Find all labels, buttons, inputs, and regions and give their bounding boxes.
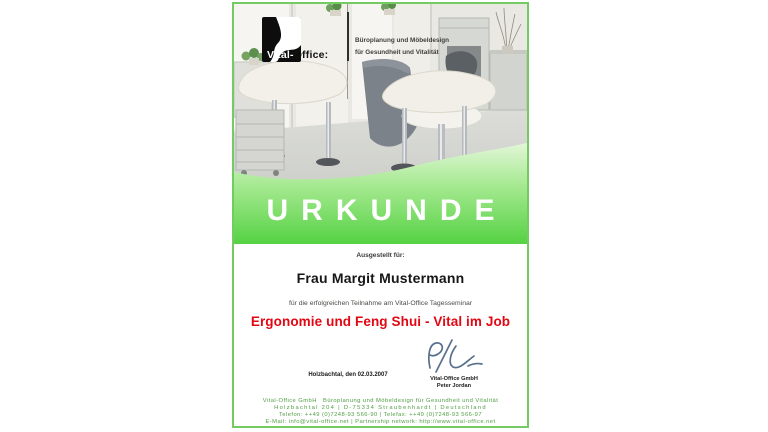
header-divider: [347, 12, 349, 61]
issued-for-label: Ausgestellt für:: [356, 252, 405, 259]
tagline-line-2: für Gesundheit und Vitalität: [355, 48, 439, 56]
certificate: [232, 2, 529, 428]
brand-prefix: Vital-: [267, 49, 294, 61]
brand-wordmark: [267, 49, 328, 61]
certificate-footer: [240, 398, 521, 426]
brand-suffix: Office:: [293, 49, 329, 61]
footer-line-1: Vital-Office GmbH Büroplanung und Möbeldesign für Gesundheit und Vitalität: [262, 398, 499, 404]
signature-company: Vital-Office GmbH: [430, 376, 478, 382]
seminar-title: Ergonomie und Feng Shui - Vital im Job: [250, 314, 511, 329]
footer-line-3: Telefon: ++49 (0)7248-93 566-90 | Telefax: ++49 (0)7248-93 566-97: [278, 411, 483, 418]
place-and-date: Holzbachtal, den 02.03.2007: [308, 372, 388, 378]
participation-text: für die erfolgreichen Teilnahme am Vital-Office Tagesseminar: [288, 300, 473, 307]
signature-signer: Peter Jordan: [436, 383, 472, 389]
brand-tagline: [355, 35, 449, 58]
footer-line-4: E-Mail: info@vital-office.net | Partnership network: http://www.vital-office.net: [265, 418, 496, 425]
recipient-name: Frau Margit Mustermann: [296, 270, 465, 286]
tagline-line-1: Büroplanung und Möbeldesign: [355, 37, 450, 44]
signature-scribble-icon: [422, 338, 486, 376]
certificate-title: URKUNDE: [266, 194, 508, 227]
footer-line-2: Holzbachtal 204 | D-75334 Straubenhardt | Deutschland: [274, 404, 487, 411]
